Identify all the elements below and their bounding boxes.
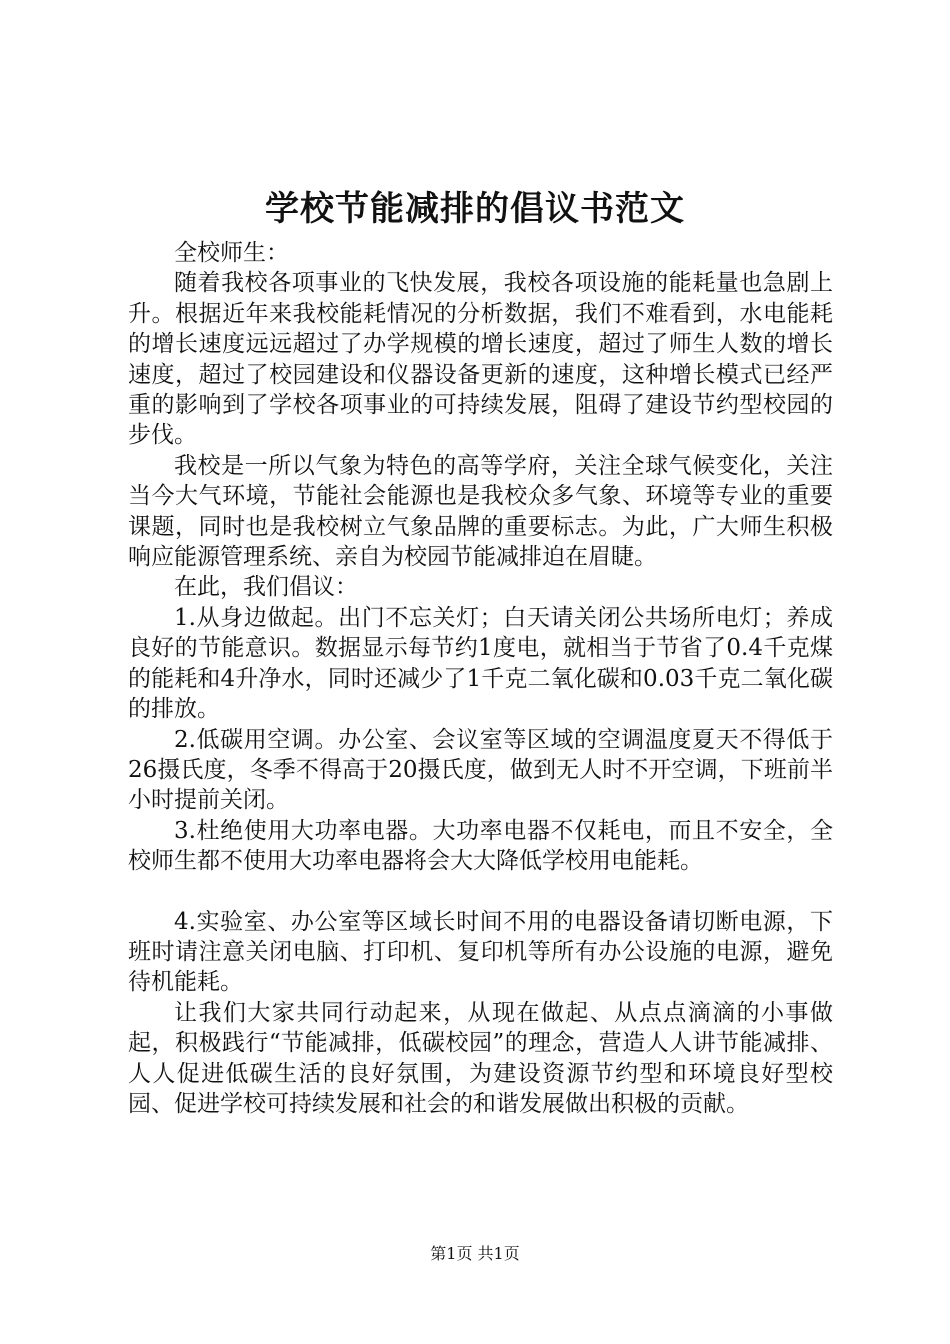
proposal-item-4: 4.实验室、办公室等区域长时间不用的电器设备请切断电源，下班时请注意关闭电脑、打印机、复印机等所有办公设施的电源，避免待机能耗。: [128, 908, 833, 996]
proposal-item-3: 3.杜绝使用大功率电器。大功率电器不仅耗电，而且不安全，全校师生都不使用大功率电器将会大大降低学校用电能耗。: [128, 817, 833, 875]
paragraph-intro: 随着我校各项事业的飞快发展，我校各项设施的能耗量也急剧上升。根据近年来我校能耗情况的分析数据，我们不难看到，水电能耗的增长速度远远超过了办学规模的增长速度，超过了师生人数的增长速度，超过了校园建设和仪器设备更新的速度，这种增长模式已经严重的影响到了学校各项事业的可持续发展，阻碍了建设节约型校园的步伐。: [128, 270, 833, 449]
document-body: [128, 238, 833, 1119]
proposal-item-2: 2.低碳用空调。办公室、会议室等区域的空调温度夏天不得低于26摄氏度，冬季不得高于20摄氏度，做到无人时不开空调，下班前半小时提前关闭。: [128, 726, 833, 814]
proposal-item-1: 1.从身边做起。出门不忘关灯；白天请关闭公共场所电灯；养成良好的节能意识。数据显示每节约1度电，就相当于节省了0.4千克煤的能耗和4升净水，同时还减少了1千克二氧化碳和0.03千克二氧化碳的排放。: [128, 604, 833, 723]
page-footer: 第1页 共1页: [430, 1244, 520, 1263]
document-title: 学校节能减排的倡议书范文: [265, 189, 685, 229]
paragraph-closing: 让我们大家共同行动起来，从现在做起、从点点滴滴的小事做起，积极践行“节能减排，低碳校园”的理念，营造人人讲节能减排、人人促进低碳生活的良好氛围，为建设资源节约型和环境良好型校园、促进学校可持续发展和社会的和谐发展做出积极的贡献。: [128, 999, 833, 1117]
paragraph-background: 我校是一所以气象为特色的高等学府，关注全球气候变化，关注当今大气环境，节能社会能源也是我校众多气象、环境等专业的重要课题，同时也是我校树立气象品牌的重要标志。为此，广大师生积极响应能源管理系统、亲自为校园节能减排迫在眉睫。: [128, 452, 833, 571]
paragraph-proposal-lead: 在此，我们倡议：: [174, 574, 358, 601]
salutation: 全校师生：: [174, 240, 289, 266]
